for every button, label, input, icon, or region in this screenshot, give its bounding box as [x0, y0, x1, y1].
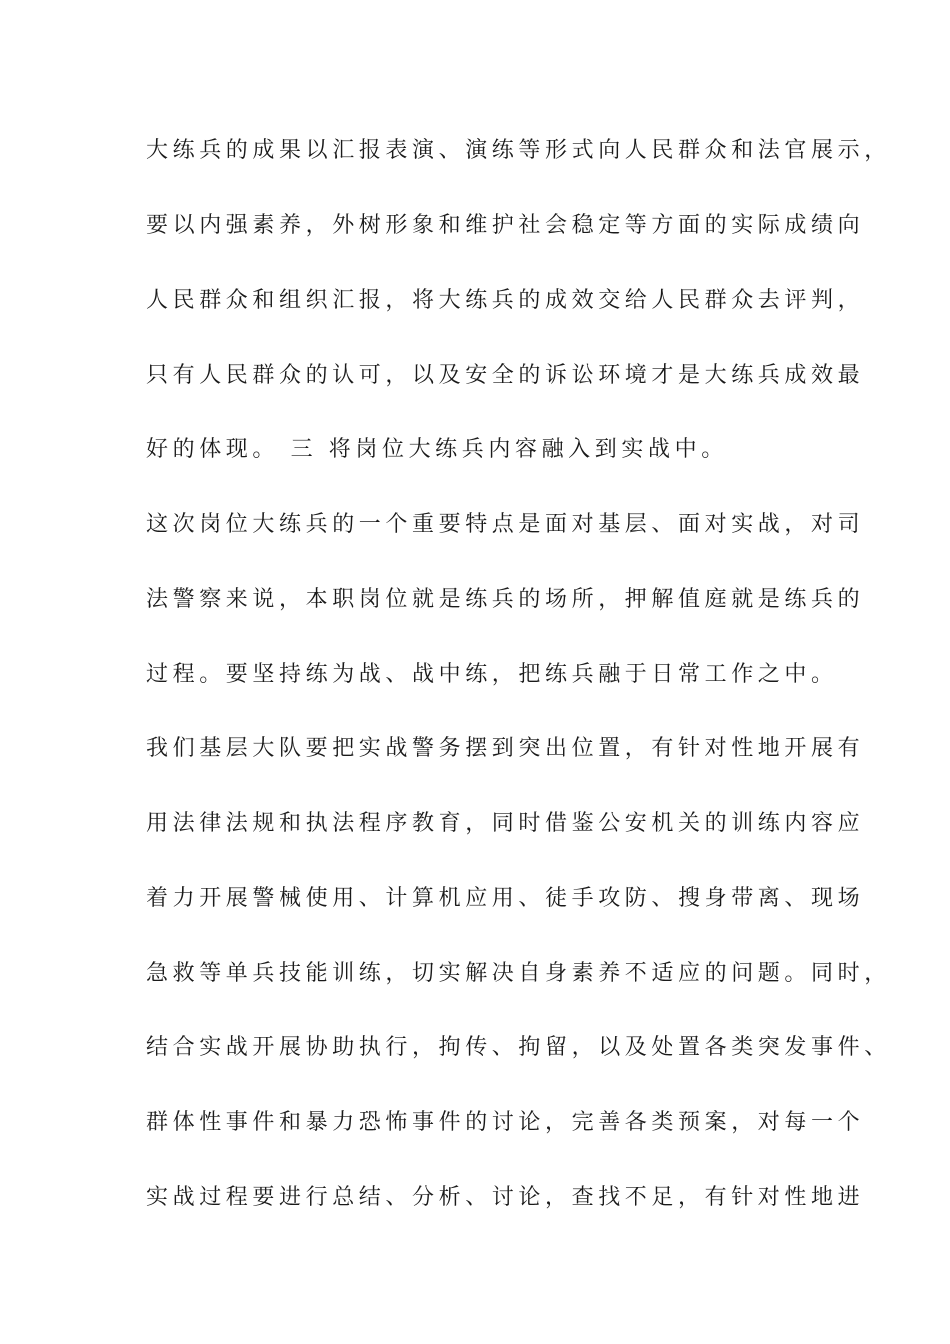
text-line-8: 过程。要坚持练为战、战中练，把练兵融于日常工作之中。 [146, 662, 838, 687]
text-line-9: 我们基层大队要把实战警务摆到突出位置，有针对性地开展有 [146, 736, 865, 761]
text-line-11: 着力开展警械使用、计算机应用、徒手攻防、搜身带离、现场 [146, 886, 865, 911]
text-line-14: 群体性事件和暴力恐怖事件的讨论，完善各类预案，对每一个 [146, 1110, 865, 1135]
text-line-12: 急救等单兵技能训练，切实解决自身素养不适应的问题。同时， [146, 961, 891, 986]
text-line-6: 这次岗位大练兵的一个重要特点是面对基层、面对实战，对司 [146, 512, 865, 537]
text-line-15: 实战过程要进行总结、分析、讨论，查找不足，有针对性地进 [146, 1185, 865, 1210]
text-line-5: 好的体现。 三 将岗位大练兵内容融入到实战中。 [146, 437, 728, 462]
text-line-4: 只有人民群众的认可，以及安全的诉讼环境才是大练兵成效最 [146, 363, 865, 388]
text-line-3: 人民群众和组织汇报，将大练兵的成效交给人民群众去评判， [146, 288, 865, 313]
text-line-2: 要以内强素养，外树形象和维护社会稳定等方面的实际成绩向 [146, 213, 865, 238]
text-line-10: 用法律法规和执法程序教育，同时借鉴公安机关的训练内容应 [146, 811, 865, 836]
text-line-7: 法警察来说，本职岗位就是练兵的场所，押解值庭就是练兵的 [146, 587, 865, 612]
text-line-13: 结合实战开展协助执行，拘传、拘留，以及处置各类突发事件、 [146, 1035, 891, 1060]
text-line-1: 大练兵的成果以汇报表演、演练等形式向人民群众和法官展示， [146, 138, 891, 163]
